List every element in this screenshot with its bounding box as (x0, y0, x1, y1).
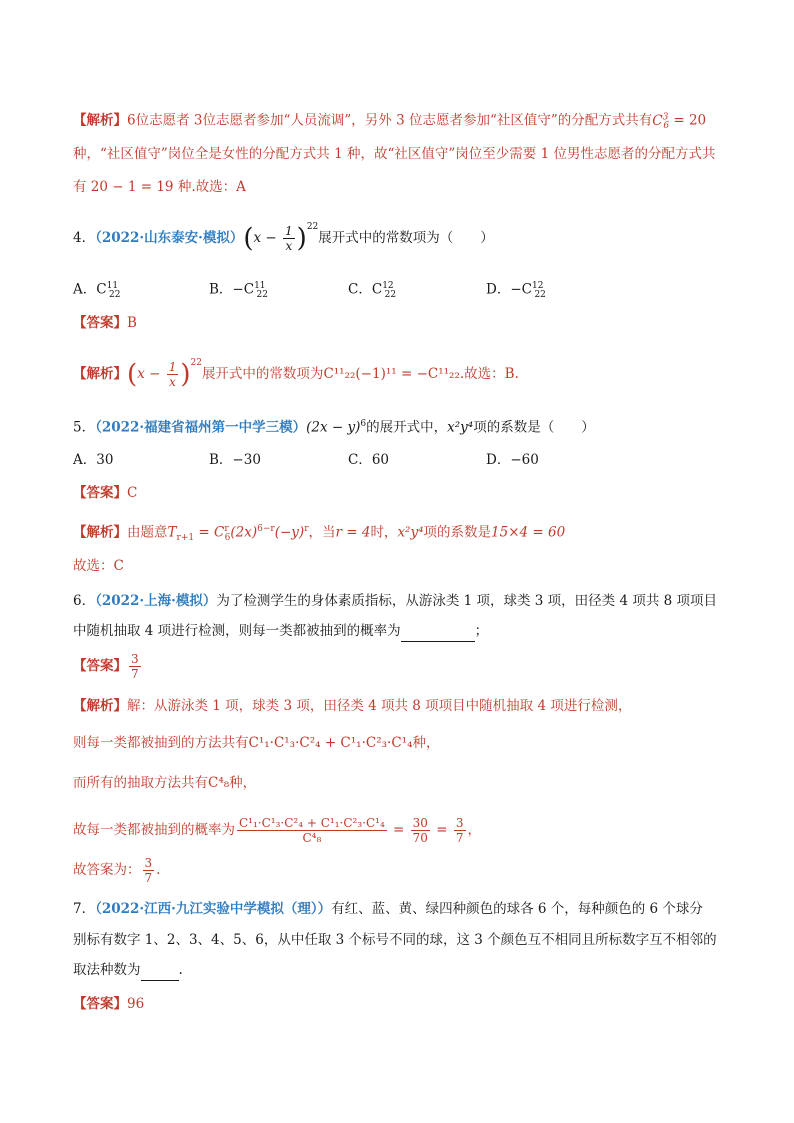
question-number: 5． (73, 419, 96, 436)
q6-answer (73, 652, 143, 681)
q6-analysis-line-3: 而所有的抽取方法共有C⁴₈种， (73, 775, 257, 791)
q5-option-c[interactable]: C．60 (348, 452, 390, 468)
question-6-line-2: 中随机抽取 4 项进行检测，则每一类都被抽到的概率为 ； (73, 621, 488, 642)
question-4: 4．（2022·山东泰安·模拟）(x − $\frac{1}{x}$ )$^{22}$展开式中的常数项为（ ） (73, 221, 494, 254)
prev-analysis-line-3: 有 20 − 1 = 19 种.故选：A (73, 179, 246, 195)
prev-analysis-line-2: 种，“社区值守”岗位全是女性的分配方式共 1 种，故“社区值守”岗位至少需要 1 位男性志愿者的分配方式共 (73, 146, 716, 162)
fraction: $\frac{1}{x}$ (285, 224, 293, 253)
answer-tag: 【答案】 (73, 485, 127, 501)
question-6-line-1: 6．（2022·上海·模拟）为了检测学生的身体素质指标，从游泳类 1 项，球类 3 项，田径类 4 项共 8 项项目 (73, 593, 718, 609)
answer-blank[interactable] (141, 960, 179, 981)
answer-blank[interactable] (401, 621, 475, 642)
question-number: 6． (73, 593, 96, 609)
q5-answer (73, 483, 137, 503)
question-7-line-3: 取法种数为 . (73, 960, 183, 981)
q6-analysis-line-5: 故答案为： $\frac{3}{7}$ . (73, 856, 161, 885)
question-7-line-2: 别标有数字 1、2、3、4、5、6，从中任取 3 个标号不同的球，这 3 个颜色互不相同且所标数字互不相邻的 (73, 932, 717, 948)
answer-tag: 【答案】 (73, 315, 127, 331)
answer-value: 96 (127, 996, 145, 1012)
answer-value: C (127, 485, 138, 501)
question-source: （2022·山东泰安·模拟） (95, 230, 244, 246)
answer-fraction: $\frac{3}{7}$ (131, 652, 139, 681)
analysis-text: 6位志愿者 3位志愿者参加“人员流调”，另外 3 位志愿者参加“社区值守”的分配方式共有 (127, 112, 653, 129)
probability-fraction: $\frac{\text{C¹₁·C¹₃·C²₄ + C¹₁·C²₃·C¹₄}}{\text{C⁴₈}}$ (239, 816, 385, 845)
question-text: 展开式中的常数项为（ ） (318, 230, 494, 246)
q5-option-b[interactable]: B．−30 (209, 452, 261, 468)
q6-analysis-line-1: 【解析】解：从游泳类 1 项，球类 3 项，田径类 4 项共 8 项项目中随机抽取 4 项进行检测， (73, 698, 632, 714)
answer-tag: 【答案】 (73, 658, 127, 674)
analysis-tag: 【解析】 (73, 524, 127, 541)
analysis-math: C¹¹₂₂(−1)¹¹ = −C¹¹₂₂ (323, 366, 460, 382)
q6-analysis-line-4: 故每一类都被抽到的概率为 $\frac{\text{C¹₁·C¹₃·C²₄ + C¹₁·C²₃·C¹₄}}{\text{C⁴₈}}$ = $\frac{30}{70}$ = $\frac{3}{7}$ ， (73, 816, 481, 845)
q5-option-d[interactable]: D．−60 (486, 452, 539, 468)
analysis-tag: 【解析】 (73, 366, 127, 382)
fraction: $\frac{1}{x}$ (168, 360, 177, 389)
question-number: 4． (73, 230, 96, 246)
answer-tag: 【答案】 (73, 996, 127, 1012)
q4-option-d[interactable]: D．$-C^{12}_{22}$ (486, 281, 546, 301)
q7-answer (73, 994, 144, 1014)
q4-analysis: 【解析】(x − $\frac{1}{x}$ )$^{22}$展开式中的常数项为C¹¹₂₂(−1)¹¹ = −C¹¹₂₂.故选：B. (73, 357, 519, 390)
analysis-math: C¹₁·C¹₃·C²₄ + C¹₁·C²₃·C¹₄ (248, 735, 413, 751)
q4-option-b[interactable]: B．$-C^{11}_{22}$ (209, 281, 268, 301)
q4-answer (73, 313, 137, 333)
analysis-tag: 【解析】 (73, 112, 127, 129)
answer-value: B (127, 315, 137, 331)
prev-analysis-line-1: 【解析】6位志愿者 3位志愿者参加“人员流调”，另外 3 位志愿者参加“社区值守”的分配方式共有$C^3_6 = 20$ (73, 112, 707, 132)
q4-option-c[interactable]: C．$C^{12}_{22}$ (348, 281, 397, 301)
question-source: （2022·江西·九江实验中学模拟（理）） (95, 901, 332, 917)
q5-option-a[interactable]: A．30 (73, 452, 114, 468)
analysis-math: C⁴₈ (208, 775, 230, 791)
q6-analysis-line-2: 则每一类都被抽到的方法共有C¹₁·C¹₃·C²₄ + C¹₁·C²₃·C¹₄种， (73, 735, 440, 751)
q5-analysis: 【解析】由题意$T_{r+1} = C^r_6(2x)^{6-r}(-y)^r$，当r = 4时，x²y⁴项的系数是15×4 = 60 (73, 524, 566, 544)
question-7-line-1: 7．（2022·江西·九江实验中学模拟（理））有红、蓝、黄、绿四种颜色的球各 6 个，每种颜色的 6 个球分 (73, 901, 703, 917)
combination-symbol: $C^3_6$ (652, 112, 670, 132)
question-number: 7． (73, 901, 96, 917)
question-source: （2022·上海·模拟） (95, 593, 217, 609)
q5-conclusion: 故选：C (73, 558, 124, 574)
analysis-tag: 【解析】 (73, 698, 127, 714)
question-source: （2022·福建省福州第一中学三模） (95, 419, 307, 436)
q4-option-a[interactable]: A．$C^{11}_{22}$ (73, 281, 121, 301)
question-5: 5．（2022·福建省福州第一中学三模）$(2x - y)^6$的展开式中，x²y⁴项的系数是（ ） (73, 419, 595, 436)
